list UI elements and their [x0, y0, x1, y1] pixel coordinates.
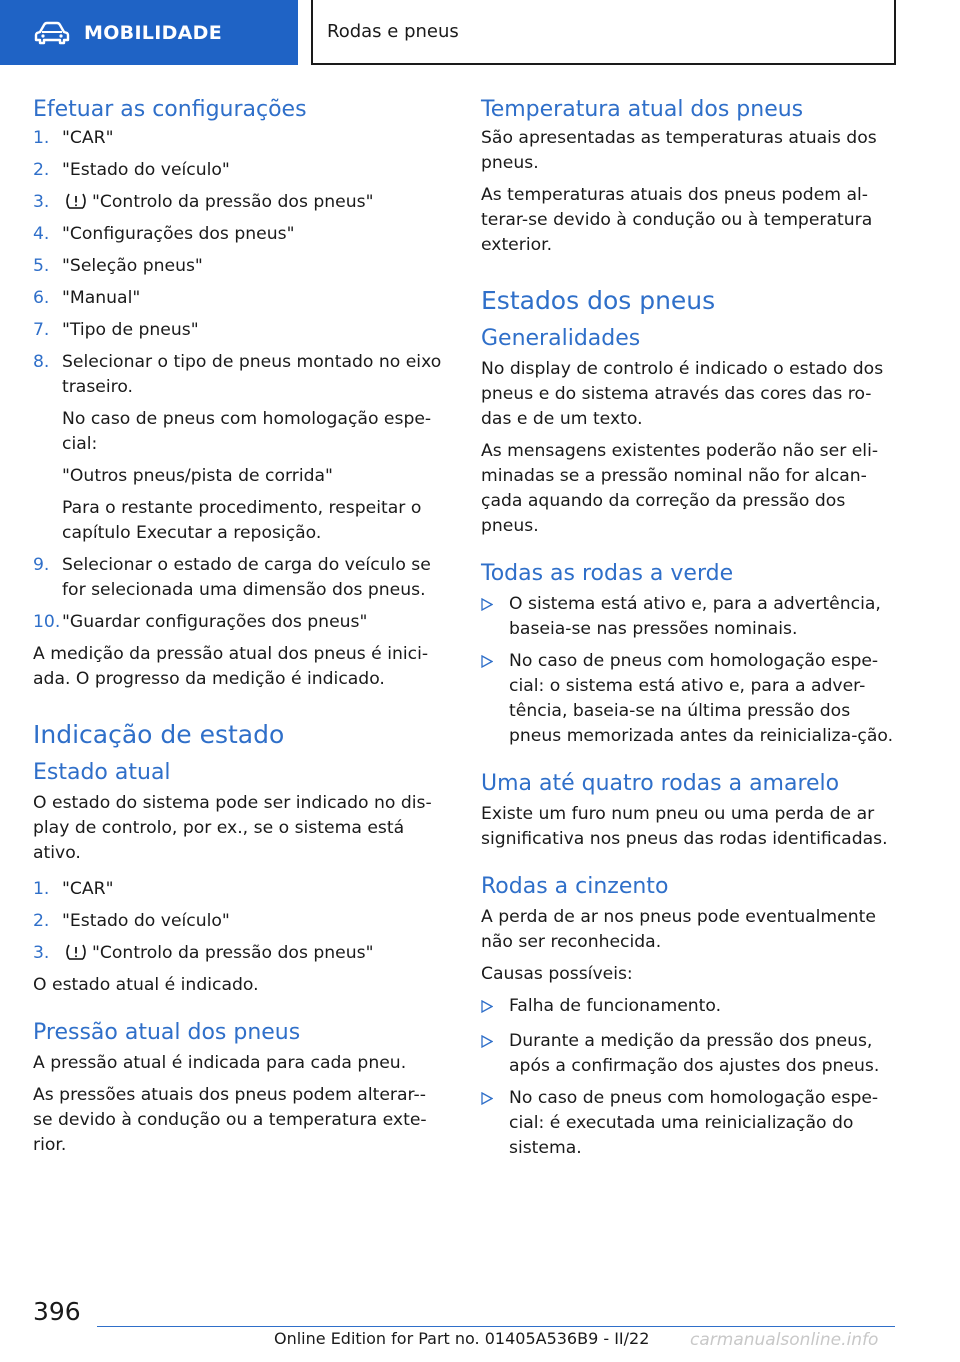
- step-text: [62, 350, 445, 546]
- step-number: 4.: [33, 224, 50, 244]
- step-number: 8.: [33, 352, 50, 372]
- bullet-text: Durante a medição da pressão dos pneus, após a confirmação dos ajustes dos pneus.: [509, 1031, 880, 1076]
- list-item: [33, 877, 445, 902]
- step-paragraph: Selecionar o tipo de pneus montado no eixo traseiro.: [62, 352, 442, 397]
- pressure-paragraph: A pressão atual é indicada para cada pneu.: [33, 1053, 407, 1073]
- step-text: "Estado do veículo": [62, 911, 230, 931]
- step-text: "CAR": [62, 128, 114, 148]
- step-paragraph: Para o restante procedimento, respeitar o capítulo Executar a reposição.: [62, 498, 422, 543]
- list-item: [481, 1029, 897, 1079]
- right-column: [481, 96, 897, 1168]
- list-item: [481, 994, 897, 1022]
- yellow-wheels-paragraph: Existe um furo num pneu ou uma perda de ar significativa nos pneus das rodas identificadas.: [481, 804, 888, 849]
- step-text: [62, 190, 445, 215]
- grey-wheels-list: [481, 994, 897, 1161]
- grey-wheels-paragraph: A perda de ar nos pneus pode eventualmente não ser reconhecida.: [481, 907, 876, 952]
- step-number: 5.: [33, 256, 50, 276]
- step-number: 1.: [33, 879, 50, 899]
- configure-steps: [33, 126, 445, 635]
- bullet-triangle-icon: [481, 1086, 509, 1161]
- list-item: [33, 941, 445, 966]
- list-item: [33, 610, 445, 635]
- list-item: [33, 286, 445, 311]
- list-item: [33, 553, 445, 603]
- grey-wheels-heading: Rodas a cinzento: [481, 874, 669, 899]
- pressure-heading: Pressão atual dos pneus: [33, 1020, 301, 1045]
- step-number: 9.: [33, 555, 50, 575]
- bullet-triangle-icon: [481, 1029, 509, 1079]
- list-item: [481, 1086, 897, 1161]
- status-steps: [33, 877, 445, 966]
- step-text: "Manual": [62, 288, 141, 308]
- current-status-heading: Estado atual: [33, 760, 171, 785]
- step-text: Selecionar o estado de carga do veículo se for selecionada uma dimensão dos pneus.: [62, 555, 431, 600]
- step-text: "Estado do veículo": [62, 160, 230, 180]
- header-section-title: MOBILIDADE: [84, 21, 223, 44]
- step-label: "Controlo da pressão dos pneus": [92, 192, 374, 212]
- step-number: 3.: [33, 943, 50, 963]
- configure-after-text: A medição da pressão atual dos pneus é inici-ada. O progresso da medição é indicado.: [33, 644, 429, 689]
- list-item: [481, 592, 897, 642]
- temperature-paragraph: São apresentadas as temperaturas atuais dos pneus.: [481, 128, 877, 173]
- list-item: [33, 909, 445, 934]
- step-number: 1.: [33, 128, 50, 148]
- list-item: [481, 649, 897, 749]
- step-number: 3.: [33, 192, 50, 212]
- configure-heading: Efetuar as configurações: [33, 97, 307, 122]
- header-chapter-title: Rodas e pneus: [327, 21, 459, 42]
- green-wheels-list: [481, 592, 897, 749]
- step-number: 6.: [33, 288, 50, 308]
- current-status-text: O estado do sistema pode ser indicado no dis-play de controlo, por ex., se o sistema está ativo.: [33, 793, 432, 863]
- bullet-text: Falha de funcionamento.: [509, 996, 722, 1016]
- list-item: [33, 318, 445, 343]
- temperature-heading: Temperatura atual dos pneus: [481, 97, 804, 122]
- bullet-triangle-icon: [481, 649, 509, 749]
- step-text: "CAR": [62, 879, 114, 899]
- step-text: [62, 941, 445, 966]
- list-item: [33, 190, 445, 215]
- green-wheels-heading: Todas as rodas a verde: [481, 561, 734, 586]
- bullet-triangle-icon: [481, 592, 509, 642]
- list-item: [33, 126, 445, 151]
- general-heading: Generalidades: [481, 326, 641, 351]
- temperature-paragraph: As temperaturas atuais dos pneus podem al-terar-se devido à condução ou à temperatura exterior.: [481, 185, 873, 255]
- pressure-paragraph: As pressões atuais dos pneus podem alterar--se devido à condução ou a temperatura exte-rior.: [33, 1085, 427, 1155]
- left-column: [33, 96, 445, 1165]
- status-heading: Indicação de estado: [33, 720, 285, 749]
- yellow-wheels-heading: Uma até quatro rodas a amarelo: [481, 771, 840, 796]
- step-paragraph: No caso de pneus com homologação espe-cial:: [62, 409, 432, 454]
- step-text: "Guardar configurações dos pneus": [62, 612, 368, 632]
- bullet-text: No caso de pneus com homologação espe-cial: o sistema está ativo e, para a adver-tência, baseia-se na última pressão dos pneus memorizada antes da reinicializa-ção.: [509, 651, 894, 746]
- bullet-triangle-icon: [481, 994, 509, 1022]
- bullet-text: O sistema está ativo e, para a advertência, baseia-se nas pressões nominais.: [509, 594, 881, 639]
- step-label: "Controlo da pressão dos pneus": [92, 943, 374, 963]
- step-text: "Tipo de pneus": [62, 320, 199, 340]
- step-number: 2.: [33, 160, 50, 180]
- watermark: carmanualsonline.info: [690, 1330, 879, 1350]
- list-item: [33, 350, 445, 546]
- bullet-text: No caso de pneus com homologação espe-cial: é executada uma reinicialização do sistema.: [509, 1088, 879, 1158]
- step-paragraph: "Outros pneus/pista de corrida": [62, 466, 333, 486]
- step-text: "Seleção pneus": [62, 256, 203, 276]
- footer-edition: Online Edition for Part no. 01405A536B9 - II/22: [274, 1329, 650, 1348]
- general-paragraph: As mensagens existentes poderão não ser eli-minadas se a pressão nominal não for alcan-çada aquando da correção da pressão dos pneus.: [481, 441, 879, 536]
- grey-wheels-paragraph: Causas possíveis:: [481, 964, 633, 984]
- page-number: 396: [33, 1297, 81, 1326]
- tire-states-heading: Estados dos pneus: [481, 286, 716, 315]
- step-number: 7.: [33, 320, 50, 340]
- step-number: 10.: [33, 612, 61, 632]
- list-item: [33, 222, 445, 247]
- footer-divider: [97, 1326, 895, 1327]
- list-item: [33, 254, 445, 279]
- car-icon: [34, 21, 70, 45]
- tire-pressure-warning-icon: [64, 192, 88, 210]
- general-paragraph: No display de controlo é indicado o estado dos pneus e do sistema através das cores das ro-das e de um texto.: [481, 359, 884, 429]
- step-number: 2.: [33, 911, 50, 931]
- header-section-tab: [0, 0, 298, 65]
- list-item: [33, 158, 445, 183]
- step-text: "Configurações dos pneus": [62, 224, 295, 244]
- header-chapter-box: [311, 0, 896, 65]
- tire-pressure-warning-icon: [64, 943, 88, 961]
- status-after-text: O estado atual é indicado.: [33, 975, 259, 995]
